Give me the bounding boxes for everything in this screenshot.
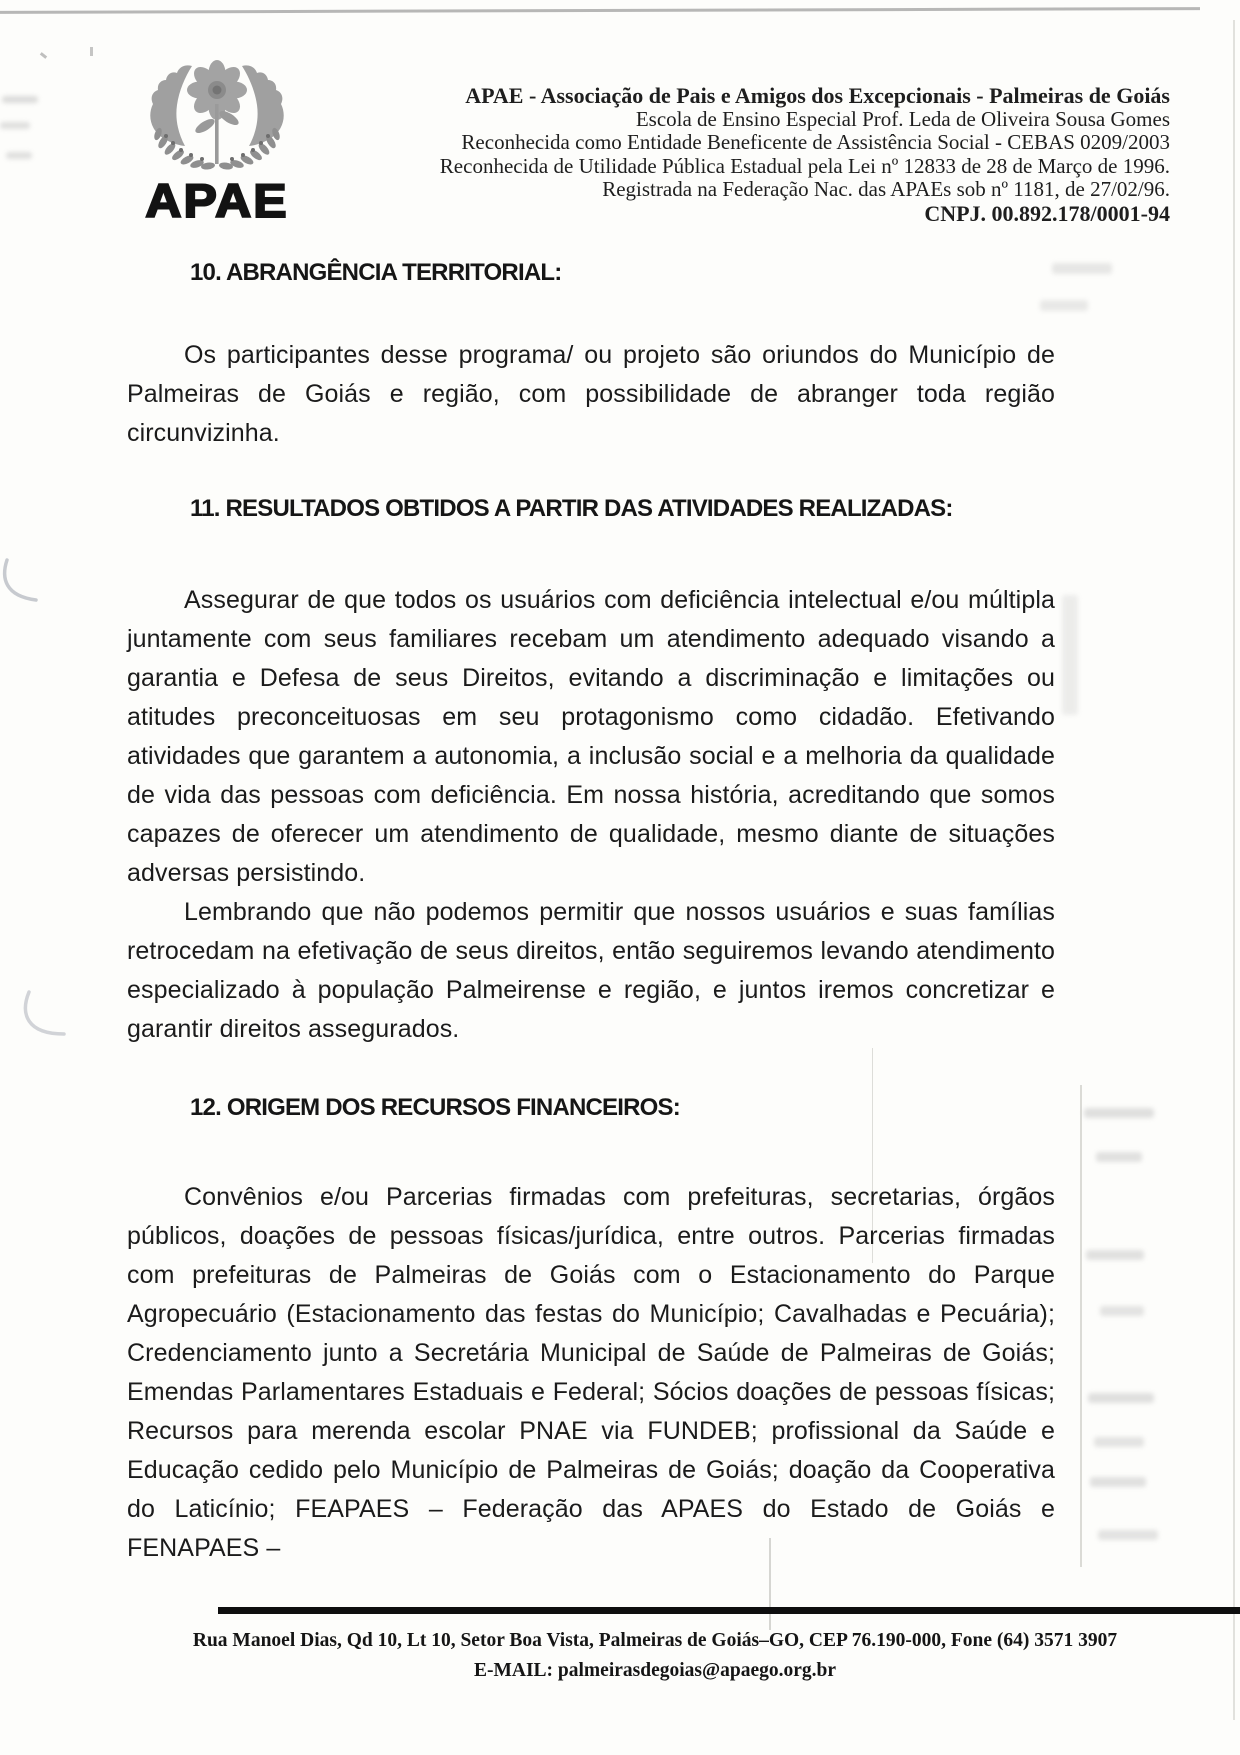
- section-11-paragraphs: [0, 581, 1240, 1049]
- letterhead-text: [298, 84, 1170, 226]
- section-recursos: [0, 1088, 1240, 1568]
- apae-logo: [130, 60, 304, 228]
- scan-artifact-speck: [90, 47, 93, 56]
- scan-artifact-bleed: [2, 96, 38, 103]
- federation-line: Registrada na Federação Nac. das APAEs sob nº 1181, de 27/02/96.: [602, 177, 1170, 202]
- section-resultados: [0, 489, 1240, 1049]
- cnpj-line: CNPJ. 00.892.178/0001-94: [924, 200, 1170, 226]
- footer-contact: [135, 1626, 1175, 1686]
- paragraph: Os participantes desse programa/ ou projeto são oriundos do Município de Palmeiras de Goiás e região, com possibilidade de abranger toda região circunvizinha.: [127, 341, 1055, 447]
- apae-logo-wordmark: APAE: [145, 174, 289, 228]
- scan-artifact-bleed: [0, 122, 30, 129]
- section-territorial: [0, 253, 1240, 453]
- scan-artifact-top-line: [0, 7, 1200, 13]
- scan-artifact-speck: [40, 52, 47, 59]
- org-name: APAE - Associação de Pais e Amigos dos Excepcionais - Palmeiras de Goiás: [465, 83, 1170, 108]
- section-12-heading: 12. ORIGEM DOS RECURSOS FINANCEIROS:: [190, 1094, 680, 1121]
- paragraph: Convênios e/ou Parcerias firmadas com prefeituras, secretarias, órgãos públicos, doações de pessoas físicas/jurídica, entre outros. Parcerias firmadas com prefeituras de Palmeiras de Goiás com o Estacionamento do Parque Agropecuário (Estacionamento das festas do Município; Cavalhadas e Pecuária); Credenciamento junto a Secretária Municipal de Saúde de Palmeiras de Goiás; Emendas Parlamentares Estaduais e Federal; Sócios doações de pessoas físicas; Recursos para merenda escolar PNAE via FUNDEB; profissional da Saúde e Educação cedido pelo Município de Palmeiras de Goiás; doação da Cooperativa do Laticínio; FEAPAES – Federação das APAES do Estado de Goiás e FENAPAES –: [127, 1183, 1055, 1562]
- paragraph: Lembrando que não podemos permitir que nossos usuários e suas famílias retrocedam na efetivação de seus direitos, então seguiremos levando atendimento especializado à população Palmeirense e região, e juntos iremos concretizar e garantir direitos assegurados.: [127, 898, 1055, 1043]
- footer-address: Rua Manoel Dias, Qd 10, Lt 10, Setor Boa Vista, Palmeiras de Goiás–GO, CEP 76.190-000, Fone (64) 3571 3907: [192, 1630, 1118, 1651]
- section-10-heading: 10. ABRANGÊNCIA TERRITORIAL:: [190, 259, 562, 286]
- footer-divider: [218, 1607, 1240, 1614]
- footer-email: E-MAIL: palmeirasdegoias@apaego.org.br: [473, 1660, 837, 1681]
- school-line: Escola de Ensino Especial Prof. Leda de Oliveira Sousa Gomes: [635, 106, 1170, 131]
- section-11-heading: 11. RESULTADOS OBTIDOS A PARTIR DAS ATIVIDADES REALIZADAS:: [190, 495, 953, 522]
- cebas-line: Reconhecida como Entidade Beneficente de Assistência Social - CEBAS 0209/2003: [461, 130, 1170, 155]
- scan-artifact-bleed: [6, 152, 32, 159]
- paragraph: Assegurar de que todos os usuários com deficiência intelectual e/ou múltipla juntamente com seus familiares recebam um atendimento adequado visando a garantia e Defesa de seus Direitos, evitando a discriminação e limitações ou atitudes preconceituosas em seu protagonismo como cidadão. Efetivando atividades que garantem a autonomia, a inclusão social e a melhoria da qualidade de vida das pessoas com deficiência. Em nossa história, acreditando que somos capazes de oferecer um atendimento de qualidade, mesmo diante de situações adversas persistindo.: [127, 586, 1055, 887]
- utility-line: Reconhecida de Utilidade Pública Estadual pela Lei nº 12833 de 28 de Março de 1996.: [439, 153, 1170, 178]
- apae-flower-hands-icon: [130, 60, 304, 174]
